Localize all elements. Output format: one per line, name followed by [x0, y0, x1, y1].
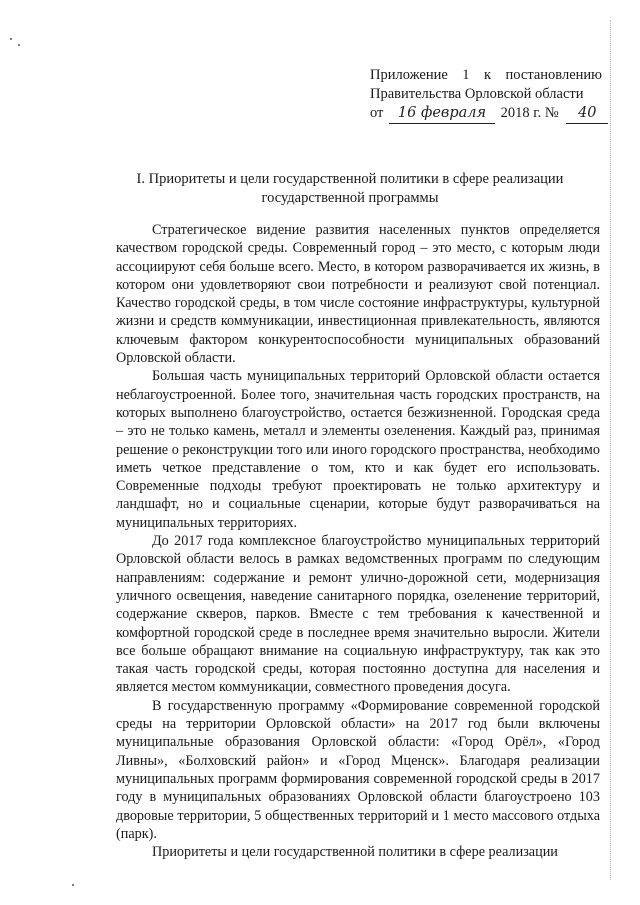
paragraph: Приоритеты и цели государственной политики в сфере реализации — [152, 844, 558, 861]
number-label: № — [544, 105, 559, 121]
appendix-line-2: Правительства Орловской области — [370, 86, 584, 102]
appendix-word: к — [484, 67, 492, 83]
appendix-line-3 — [370, 104, 602, 124]
handwritten-number: 40 — [566, 104, 608, 124]
appendix-header — [370, 66, 602, 124]
appendix-line-1 — [370, 66, 602, 85]
paragraph: До 2017 года комплексное благоустройство муниципальных территорий Орловской области велось в рамках ведомственных программ по следующим направлениям: содержание и ремонт улично-дорожной сети, модернизация уличного освещения, наведение санитарного порядка, озеленение территорий, содержание скверов, парков. Вместе с тем требования к качественной и комфортной городской среде в последнее время значительно выросли. Жители все больше обращают внимание на социальную инфраструктуру, так как это такая часть городской среды, которая постоянно доступна для населения и является местом коммуникации, совместного проведения досуга. — [116, 533, 600, 696]
paragraph: Большая часть муниципальных территорий Орловской области остается неблагоустроенной. Более того, значительная часть городских пространств, на которых выполнено благоустройство, остается безжизненной. Городская среда – это не только камень, металл и элементы озеленения. Каждый раз, принимая решение о реконструкции того или иного городского пространства, необходимо иметь четкое представление о том, кто и как будет его использовать. Современные подходы требуют проектировать не только архитектуру и ландшафт, но и социальные сценарии, которые будут разворачиваться на муниципальных территориях. — [116, 368, 600, 531]
appendix-word: постановлению — [505, 67, 602, 83]
handwritten-date: 16 февраля — [389, 104, 495, 124]
scan-edge-line — [610, 20, 611, 880]
document-body — [116, 221, 600, 861]
appendix-number: 1 — [462, 67, 470, 83]
paragraph: Стратегическое видение развития населенных пунктов определяется качеством городской среды. Современный город – это место, с которым люди ассоциируют себя больше всего. Место, в котором разворачивается их жизнь, в котором они удовлетворяют свои потребности и реализуют свой потенциал. Качество городской среды, в том числе состояние инфраструктуры, культурной жизни и средств коммуникации, инвестиционная привлекательность, являются ключевым фактором конкурентоспособности муниципальных образований Орловской области. — [116, 222, 600, 367]
scan-speck — [72, 884, 74, 886]
year-text: 2018 г. — [500, 105, 542, 121]
paragraph: В государственную программу «Формирование современной городской среды на территории Орловской области» на 2017 год были включены муниципальные образования Орловской области: «Город Орёл», «Город Ливны», «Болховский район» и «Город Мценск». Благодаря реализации муниципальных программ формирования современной городской среды в 2017 году в муниципальных образованиях Орловской области благоустроено 103 дворовые территории, 5 общественных территорий и 1 место массового отдыха (парк). — [116, 697, 600, 842]
appendix-word: Приложение — [370, 67, 448, 83]
scan-speck — [18, 44, 20, 46]
scan-speck — [10, 38, 12, 40]
section-title: I. Приоритеты и цели государственной политики в сфере реализации государственной программы — [136, 171, 564, 206]
date-prefix: от — [370, 105, 384, 121]
